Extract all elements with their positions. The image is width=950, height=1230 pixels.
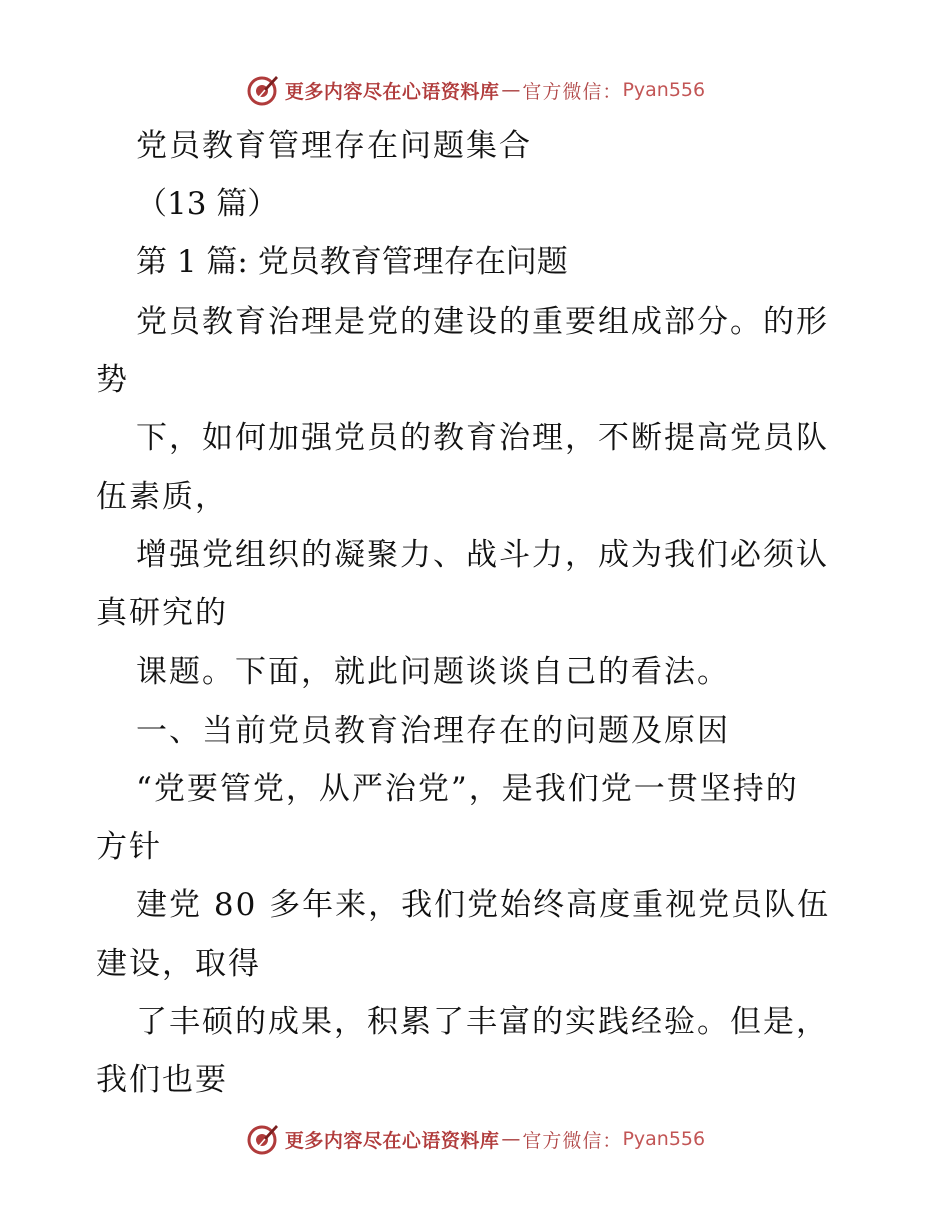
paragraph-line: 下，如何加强党员的教育治理，不断提高党员队 — [136, 420, 829, 456]
paragraph-line: 伍素质， — [96, 479, 228, 515]
section-heading: 第 1 篇: 党员教育管理存在问题 — [136, 244, 568, 280]
watermark-wechat-label: 官方微信： — [522, 1129, 623, 1152]
paragraph-line: 我们也要 — [96, 1062, 228, 1098]
watermark-wechat-label: 官方微信： — [522, 80, 623, 103]
watermark-separator: — — [501, 79, 521, 101]
watermark-wechat-id: Pyan556 — [622, 1128, 706, 1150]
doc-title: 党员教育管理存在问题集合 — [136, 128, 532, 164]
paragraph-line: 增强党组织的凝聚力、战斗力，成为我们必须认 — [136, 537, 829, 573]
watermark-wechat-id: Pyan556 — [622, 79, 706, 101]
paragraph-line: 党员教育治理是党的建设的重要组成部分。的形 — [136, 304, 829, 340]
paragraph-line: 势 — [96, 362, 129, 398]
paragraph-line: 课题。下面，就此问题谈谈自己的看法。 — [136, 654, 730, 690]
watermark-site-text: 更多内容尽在心语资料库 — [284, 1129, 500, 1152]
footer-watermark — [0, 1119, 950, 1159]
watermark-separator: — — [501, 1128, 521, 1150]
paragraph-line: 真研究的 — [96, 595, 228, 631]
section-heading: 一、当前党员教育治理存在的问题及原因 — [136, 713, 730, 749]
paragraph-line: 方针 — [96, 829, 162, 865]
watermark-site-text: 更多内容尽在心语资料库 — [284, 80, 500, 103]
pen-logo-icon — [245, 1122, 279, 1156]
doc-subtitle: （13 篇） — [136, 186, 279, 222]
paragraph-line: 建党 80 多年来，我们党始终高度重视党员队伍 — [136, 887, 831, 923]
paragraph-line: “党要管党，从严治党”，是我们党一贯坚持的 — [136, 771, 799, 807]
paragraph-line: 建设，取得 — [96, 946, 261, 982]
paragraph-line: 了丰硕的成果，积累了丰富的实践经验。但是， — [136, 1004, 829, 1040]
